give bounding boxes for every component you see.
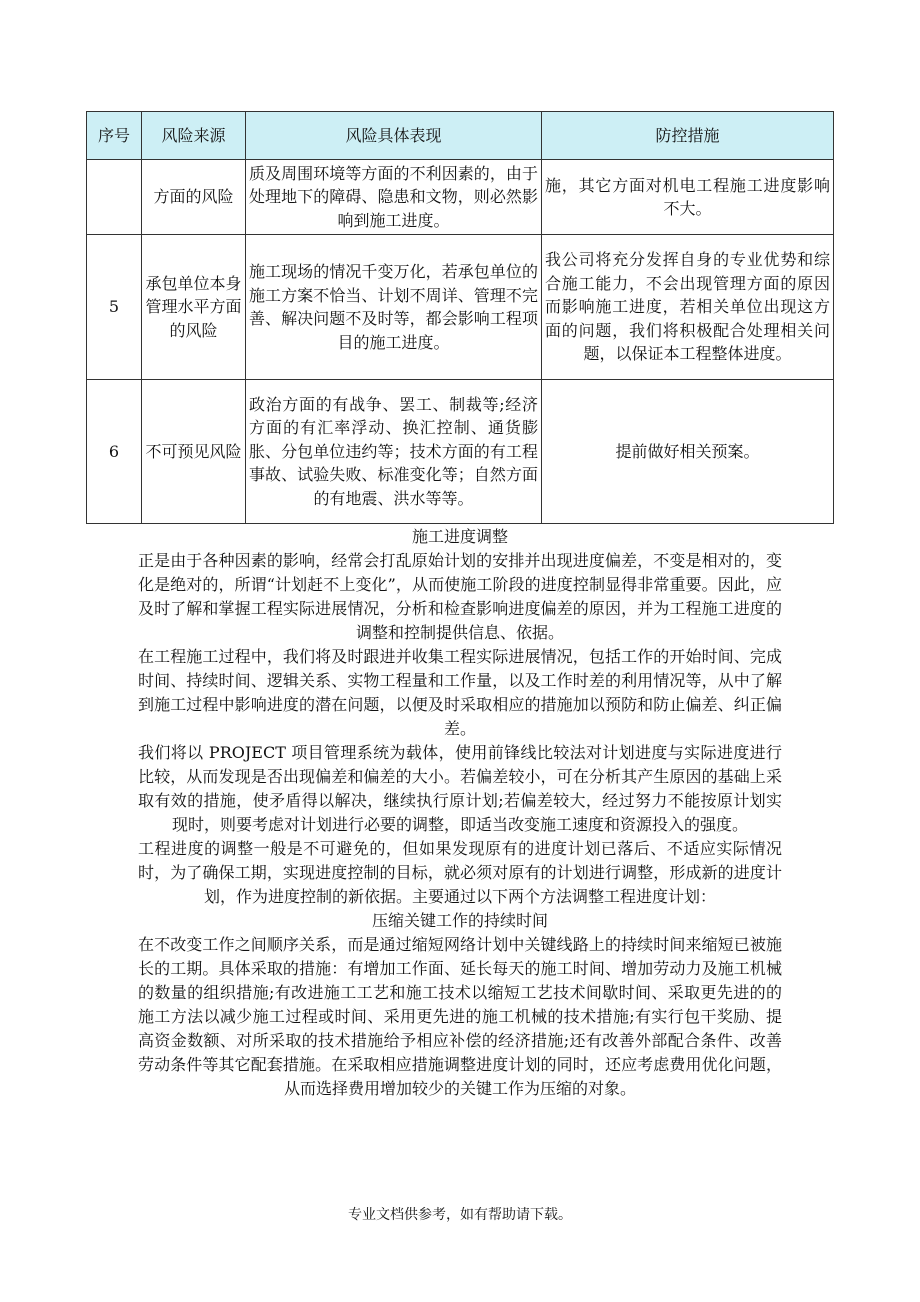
header-no: 序号 [87,112,142,160]
paragraph: 我们将以 PROJECT 项目管理系统为载体，使用前锋线比较法对计划进度与实际进度进行比较，从而发现是否出现偏差和偏差的大小。若偏差较小，可在分析其产生原因的基础上采取有效的措施，使矛盾得以解决，继续执行原计划;若偏差较大，经过努力不能按原计划实现时，则要考虑对计划进行必要的调整，即适当改变施工速度和资源投入的强度。 [138,743,782,834]
table-row [87,235,834,380]
paragraph: 工程进度的调整一般是不可避免的，但如果发现原有的进度计划已落后、不适应实际情况时，为了确保工期，实现进度控制的目标，就必须对原有的计划进行调整，形成新的进度计划，作为进度控制的新依据。主要通过以下两个方法调整工程进度计划： [138,839,782,906]
row-source: 承包单位本身管理水平方面的风险 [142,235,246,380]
row-detail: 政治方面的有战争、罢工、制裁等;经济方面的有汇率浮动、换汇控制、通货膨胀、分包单位违约等；技术方面的有工程事故、试验失败、标准变化等；自然方面的有地震、洪水等等。 [246,380,542,524]
paragraph: 正是由于各种因素的影响，经常会打乱原始计划的安排并出现进度偏差，不变是相对的，变化是绝对的，所谓“计划赶不上变化”，从而使施工阶段的进度控制显得非常重要。因此，应及时了解和掌握工程实际进展情况，分析和检查影响进度偏差的原因，并为工程施工进度的调整和控制提供信息、依据。 [138,551,782,642]
header-measure: 防控措施 [542,112,834,160]
body-text [138,525,782,1101]
row-source: 不可预见风险 [142,380,246,524]
section-title-schedule-adjustment: 施工进度调整 [411,527,508,546]
risk-table [86,111,834,524]
header-detail: 风险具体表现 [246,112,542,160]
table-row [87,160,834,235]
page-footer: 专业文档供参考，如有帮助请下载。 [348,1207,572,1223]
header-source: 风险来源 [142,112,246,160]
row-no: 5 [87,235,142,380]
row-measure: 提前做好相关预案。 [542,380,834,524]
paragraph: 在工程施工过程中，我们将及时跟进并收集工程实际进展情况，包括工作的开始时间、完成时间、持续时间、逻辑关系、实物工程量和工作量，以及工作时差的利用情况等，从中了解到施工过程中影响进度的潜在问题，以便及时采取相应的措施加以预防和防止偏差、纠正偏差。 [138,647,782,738]
section-title-compress-duration: 压缩关键工作的持续时间 [371,911,548,930]
row-measure: 我公司将充分发挥自身的专业优势和综合施工能力，不会出现管理方面的原因而影响施工进度，若相关单位出现这方面的问题，我们将积极配合处理相关问题，以保证本工程整体进度。 [542,235,834,380]
paragraph: 在不改变工作之间顺序关系，而是通过缩短网络计划中关键线路上的持续时间来缩短已被施长的工期。具体采取的措施：有增加工作面、延长每天的施工时间、增加劳动力及施工机械的数量的组织措施;有改进施工工艺和施工技术以缩短工艺技术间歇时间、采取更先进的的施工方法以减少施工过程或时间、采用更先进的施工机械的技术措施;有实行包干奖励、提高资金数额、对所采取的技术措施给予相应补偿的经济措施;还有改善外部配合条件、改善劳动条件等其它配套措施。在采取相应措施调整进度计划的同时，还应考虑费用优化问题，从而选择费用增加较少的关键工作为压缩的对象。 [138,935,782,1098]
table-row [87,380,834,524]
row-measure: 施，其它方面对机电工程施工进度影响不大。 [542,160,834,235]
row-source: 方面的风险 [142,160,246,235]
row-detail: 施工现场的情况千变万化，若承包单位的施工方案不恰当、计划不周详、管理不完善、解决问题不及时等，都会影响工程项目的施工进度。 [246,235,542,380]
table-header-row [87,112,834,160]
row-no [87,160,142,235]
row-no: 6 [87,380,142,524]
row-detail: 质及周围环境等方面的不利因素的，由于处理地下的障碍、隐患和文物，则必然影响到施工进度。 [246,160,542,235]
